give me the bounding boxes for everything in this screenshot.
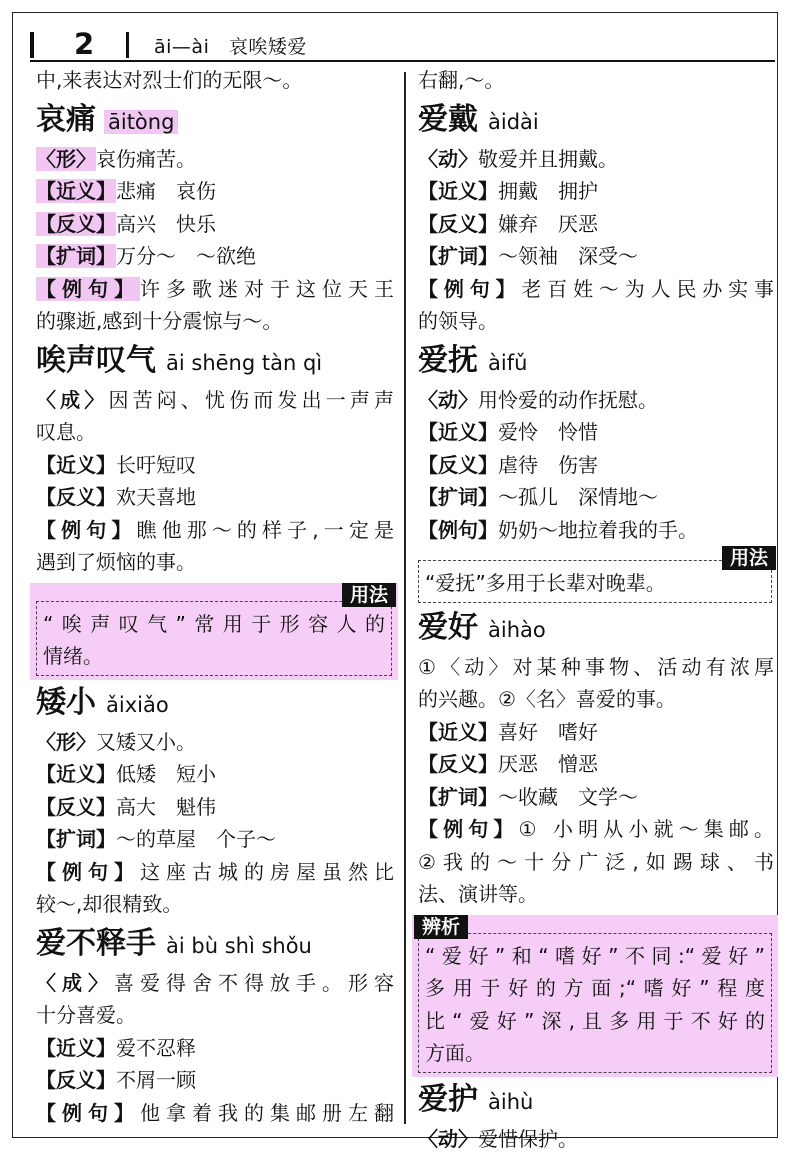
example-tag: 【例句】 [418, 817, 519, 841]
pos-tag: 〈动〉 [418, 1127, 478, 1151]
example-cont: 遇到了烦恼的事。 [36, 546, 394, 579]
usage-label: 用法 [722, 546, 776, 570]
extensions [36, 823, 394, 856]
header-chars: 哀唉矮爱 [229, 36, 307, 58]
entry-aifu [418, 338, 774, 547]
pos-tag: 〈形〉 [36, 147, 96, 171]
antonym-tag: 【反义】 [36, 485, 116, 509]
antonyms [36, 208, 394, 241]
antonyms [36, 791, 394, 824]
example-tag: 【例句】 [36, 1101, 140, 1125]
definition-cont: 十分喜爱。 [36, 999, 394, 1032]
antonyms [418, 748, 774, 781]
synonym-tag: 【近义】 [36, 1036, 116, 1060]
example-tag: 【例句】 [36, 860, 140, 884]
page-header [30, 28, 775, 62]
extension-tag: 【扩词】 [418, 785, 498, 809]
antonyms [36, 1064, 394, 1097]
pos-tag: 〈成〉 [36, 388, 108, 412]
pinyin: āitòng [104, 110, 178, 134]
extension-text: ～孤儿 深情地～ [498, 485, 658, 509]
entry-aisheng [36, 338, 394, 579]
synonym-tag: 【近义】 [418, 420, 498, 444]
header-separator [126, 32, 129, 58]
analysis-label: 辨析 [414, 915, 468, 939]
definition-cont: 叹息。 [36, 416, 394, 449]
usage-line: “唉声叹气”常用于形容人的 [43, 608, 385, 641]
pinyin: ài bù shì shǒu [166, 934, 312, 958]
antonym-tag: 【反义】 [418, 212, 498, 236]
synonym-text: 悲痛 哀伤 [116, 179, 216, 203]
example-cont: ②我的～十分广泛,如踢球、书 [418, 846, 774, 879]
pinyin: àihù [488, 1090, 533, 1114]
entry-heading [36, 97, 394, 143]
pos-tag: 〈动〉 [418, 388, 478, 412]
antonym-text: 虐待 伤害 [498, 453, 598, 477]
definition [36, 143, 394, 176]
entry-aidai [418, 97, 774, 338]
synonym-text: 爱不忍释 [116, 1036, 196, 1060]
antonym-text: 嫌弃 厌恶 [498, 212, 598, 236]
synonyms [418, 416, 774, 449]
synonym-text: 爱怜 怜惜 [498, 420, 598, 444]
definition [36, 967, 394, 1000]
entry-aihu [418, 1077, 774, 1155]
example-text: 奶奶～地拉着我的手。 [498, 518, 698, 542]
analysis-line: “爱好”和“嗜好”不同:“爱好” [425, 940, 765, 973]
headword: 哀痛 [36, 102, 96, 137]
pos-tag: 〈动〉 [418, 147, 478, 171]
column-divider [404, 72, 406, 1124]
entry-heading [418, 1077, 774, 1123]
synonym-text: 喜好 嗜好 [498, 720, 598, 744]
extension-tag: 【扩词】 [418, 485, 498, 509]
antonym-text: 厌恶 憎恶 [498, 752, 598, 776]
entry-heading [418, 97, 774, 143]
definition-text: 用怜爱的动作抚慰。 [478, 388, 658, 412]
synonym-tag: 【近义】 [418, 720, 498, 744]
pinyin: àihào [488, 618, 546, 642]
example-text: 许多歌迷对于这位天王 [140, 277, 394, 301]
antonym-tag: 【反义】 [418, 752, 498, 776]
left-column [36, 64, 394, 1129]
analysis-line: 多用于好的方面;“嗜好”程度 [425, 972, 765, 1005]
header-bar-left [30, 32, 34, 58]
usage-label: 用法 [342, 583, 396, 607]
definition-text: 又矮又小。 [96, 730, 196, 754]
example [36, 856, 394, 889]
definition [418, 143, 774, 176]
extensions [36, 240, 394, 273]
definition-text: 敬爱并且拥戴。 [478, 147, 618, 171]
extension-tag: 【扩词】 [36, 827, 116, 851]
usage-note-box [418, 560, 772, 603]
headword: 爱戴 [418, 102, 478, 137]
analysis-note-box [418, 933, 772, 1073]
usage-note-box [36, 601, 392, 676]
synonyms [36, 175, 394, 208]
definition [36, 384, 394, 417]
usage-note [30, 583, 398, 680]
definition-cont: 的兴趣。②〈名〉喜爱的事。 [418, 683, 774, 716]
antonym-text: 欢天喜地 [116, 485, 196, 509]
example [36, 514, 394, 547]
example-cont: 法、演讲等。 [418, 878, 774, 911]
synonyms [418, 716, 774, 749]
entry-aihao [418, 605, 774, 911]
antonym-text: 高大 魁伟 [116, 795, 216, 819]
example [418, 514, 774, 547]
example-cont: 的领导。 [418, 305, 774, 338]
antonym-tag: 【反义】 [418, 453, 498, 477]
headword: 爱抚 [418, 343, 478, 378]
pinyin: ǎixiǎo [106, 693, 169, 717]
synonym-text: 拥戴 拥护 [498, 179, 598, 203]
entry-aixiao [36, 680, 394, 921]
analysis-line: 方面。 [425, 1037, 765, 1070]
synonym-text: 长吁短叹 [116, 453, 196, 477]
header-range [154, 32, 307, 59]
right-column [418, 64, 774, 1155]
usage-note [412, 546, 778, 605]
example-text: ① 小明从小就～集邮。 [519, 817, 775, 841]
extension-text: ～的草屋 个子～ [116, 827, 276, 851]
headword: 唉声叹气 [36, 343, 156, 378]
page-number: 2 [74, 27, 94, 61]
pos-tag: 〈成〉 [36, 971, 114, 995]
synonyms [36, 449, 394, 482]
synonym-text: 低矮 短小 [116, 762, 216, 786]
definition-text: 哀伤痛苦。 [96, 147, 196, 171]
pos-tag: 〈形〉 [36, 730, 96, 754]
synonyms [36, 758, 394, 791]
antonyms [418, 449, 774, 482]
pinyin-range: āi—ài [154, 36, 209, 58]
example-tag: 【例句】 [418, 277, 521, 301]
headword: 矮小 [36, 685, 96, 720]
example-cont: 的骤逝,感到十分震惊与～。 [36, 305, 394, 338]
antonym-tag: 【反义】 [36, 212, 116, 236]
definition-text: 爱惜保护。 [478, 1127, 578, 1151]
entry-aibushishou [36, 921, 394, 1130]
extension-text: 万分～ ～欲绝 [116, 244, 256, 268]
pinyin: àifǔ [488, 351, 527, 375]
entry-heading [36, 921, 394, 967]
headword: 爱不释手 [36, 926, 156, 961]
example [36, 1097, 394, 1130]
definition [418, 384, 774, 417]
example [36, 273, 394, 306]
extension-text: ～领袖 深受～ [498, 244, 638, 268]
antonym-text: 高兴 快乐 [116, 212, 216, 236]
continuation-text: 中,来表达对烈士们的无限～。 [36, 64, 394, 97]
analysis-note [412, 915, 778, 1077]
synonyms [418, 175, 774, 208]
synonym-tag: 【近义】 [36, 453, 116, 477]
extensions [418, 240, 774, 273]
definition: ①〈动〉对某种事物、活动有浓厚 [418, 651, 774, 684]
definition [418, 1123, 774, 1155]
entry-heading [418, 338, 774, 384]
extensions [418, 781, 774, 814]
entry-aitong [36, 97, 394, 338]
usage-line: “爱抚”多用于长辈对晚辈。 [425, 567, 765, 600]
usage-line: 情绪。 [43, 640, 385, 673]
antonym-tag: 【反义】 [36, 795, 116, 819]
pinyin: āi shēng tàn qì [166, 351, 322, 375]
extension-tag: 【扩词】 [418, 244, 498, 268]
entry-heading [36, 338, 394, 384]
example-tag: 【例句】 [36, 277, 140, 301]
definition [36, 726, 394, 759]
example-text: 他拿着我的集邮册左翻 [140, 1101, 394, 1125]
definition-text: 喜爱得舍不得放手。形容 [114, 971, 394, 995]
entry-heading [418, 605, 774, 651]
synonyms [36, 1032, 394, 1065]
synonym-tag: 【近义】 [36, 179, 116, 203]
example-text: 老百姓～为人民办实事 [521, 277, 774, 301]
analysis-line: 比“爱好”深,且多用于不好的 [425, 1005, 765, 1038]
pinyin: àidài [488, 110, 539, 134]
antonyms [36, 481, 394, 514]
synonym-tag: 【近义】 [418, 179, 498, 203]
example-tag: 【例句】 [36, 518, 136, 542]
example-cont: 较～,却很精致。 [36, 888, 394, 921]
headword: 爱护 [418, 1082, 478, 1117]
example-text: 瞧他那～的样子,一定是 [136, 518, 394, 542]
synonym-tag: 【近义】 [36, 762, 116, 786]
extension-tag: 【扩词】 [36, 244, 116, 268]
antonym-tag: 【反义】 [36, 1068, 116, 1092]
continuation-text: 右翻,～。 [418, 64, 774, 97]
definition-text: 因苦闷、忧伤而发出一声声 [108, 388, 394, 412]
example [418, 273, 774, 306]
antonym-text: 不屑一顾 [116, 1068, 196, 1092]
headword: 爱好 [418, 610, 478, 645]
example-tag: 【例句】 [418, 518, 498, 542]
entry-heading [36, 680, 394, 726]
example [418, 813, 774, 846]
example-text: 这座古城的房屋虽然比 [140, 860, 394, 884]
antonyms [418, 208, 774, 241]
extension-text: ～收藏 文学～ [498, 785, 638, 809]
extensions [418, 481, 774, 514]
